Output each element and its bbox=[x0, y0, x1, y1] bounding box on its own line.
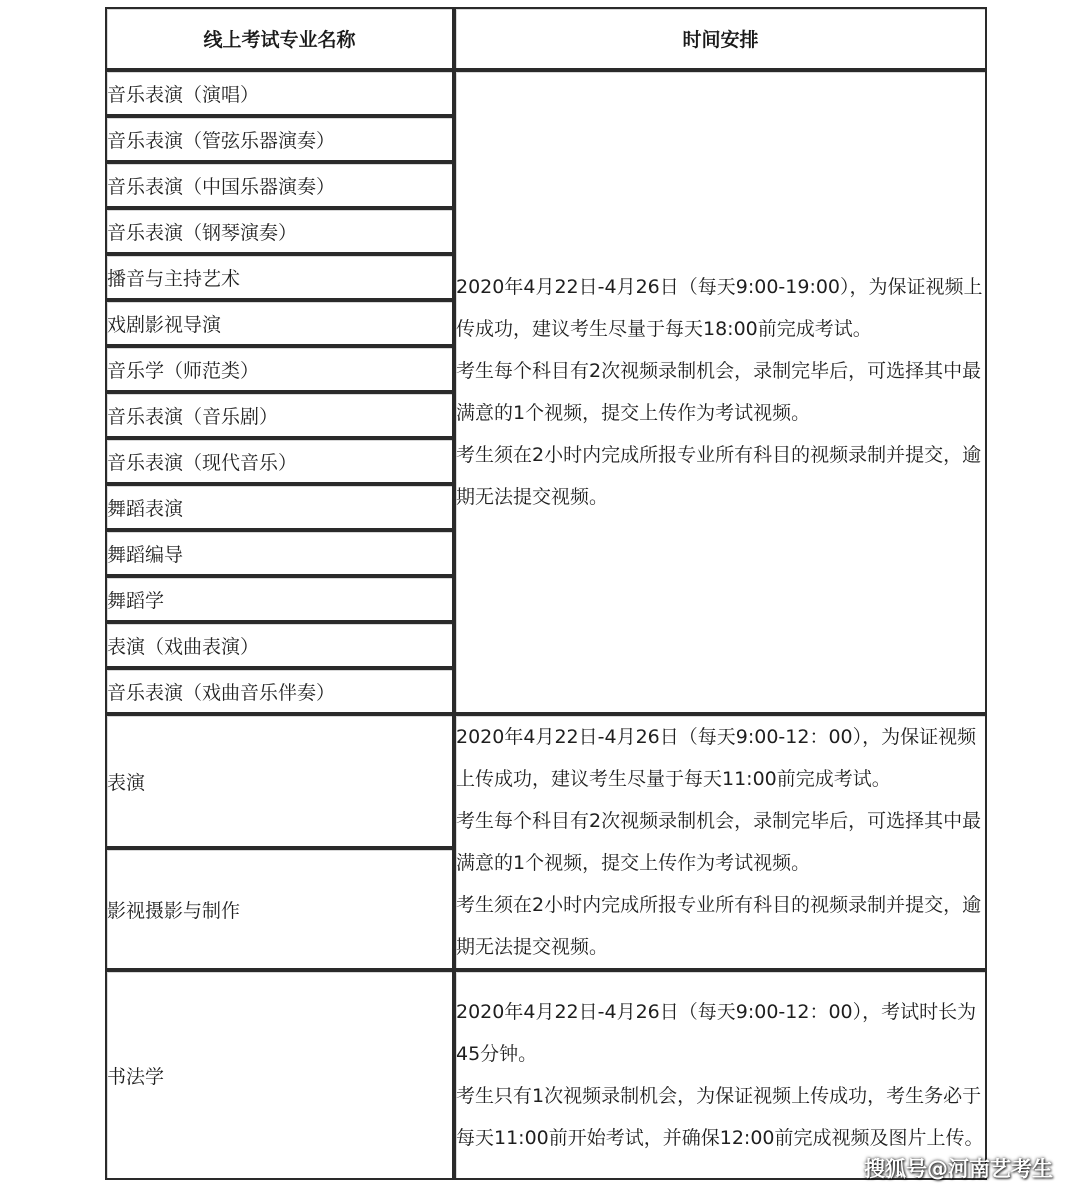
major-name-cell: 音乐表演（钢琴演奏） bbox=[105, 208, 454, 254]
schedule-paragraph: 考生只有1次视频录制机会，为保证视频上传成功，考生务必于每天11:00前开始考试，并确保12:00前完成视频及图片上传。 bbox=[456, 1085, 984, 1149]
table-row bbox=[105, 714, 987, 848]
schedule-paragraph: 考生须在2小时内完成所报专业所有科目的视频录制并提交，逾期无法提交视频。 bbox=[456, 894, 982, 958]
major-name-cell: 影视摄影与制作 bbox=[105, 848, 454, 970]
major-name-cell: 书法学 bbox=[105, 970, 454, 1180]
header-time-schedule: 时间安排 bbox=[454, 7, 987, 70]
major-name-cell: 舞蹈编导 bbox=[105, 530, 454, 576]
major-name-cell: 表演（戏曲表演） bbox=[105, 622, 454, 668]
major-name-cell: 音乐表演（戏曲音乐伴奏） bbox=[105, 668, 454, 714]
header-major-name: 线上考试专业名称 bbox=[105, 7, 454, 70]
major-name-cell: 音乐表演（现代音乐） bbox=[105, 438, 454, 484]
table-row bbox=[105, 70, 987, 116]
major-name-cell: 音乐学（师范类） bbox=[105, 346, 454, 392]
major-name-cell: 戏剧影视导演 bbox=[105, 300, 454, 346]
schedule-cell bbox=[454, 970, 987, 1180]
table-row bbox=[105, 970, 987, 1180]
schedule-paragraph: 考生须在2小时内完成所报专业所有科目的视频录制并提交，逾期无法提交视频。 bbox=[456, 444, 982, 508]
schedule-cell bbox=[454, 70, 987, 714]
major-name-cell: 舞蹈学 bbox=[105, 576, 454, 622]
exam-schedule-table bbox=[105, 7, 987, 1180]
header-row bbox=[105, 7, 987, 70]
schedule-cell bbox=[454, 714, 987, 970]
schedule-paragraph: 2020年4月22日-4月26日（每天9:00-12：00），为保证视频上传成功，建议考生尽量于每天11:00前完成考试。 bbox=[456, 726, 977, 790]
major-name-cell: 表演 bbox=[105, 714, 454, 848]
major-name-cell: 音乐表演（音乐剧） bbox=[105, 392, 454, 438]
major-name-cell: 音乐表演（中国乐器演奏） bbox=[105, 162, 454, 208]
schedule-paragraph: 2020年4月22日-4月26日（每天9:00-12：00），考试时长为45分钟。 bbox=[456, 1001, 977, 1065]
schedule-paragraph: 2020年4月22日-4月26日（每天9:00-19:00），为保证视频上传成功，建议考生尽量于每天18:00前完成考试。 bbox=[456, 276, 983, 340]
major-name-cell: 舞蹈表演 bbox=[105, 484, 454, 530]
major-name-cell: 音乐表演（演唱） bbox=[105, 70, 454, 116]
major-name-cell: 播音与主持艺术 bbox=[105, 254, 454, 300]
watermark: 搜狐号@河南艺考生 bbox=[864, 1157, 1053, 1181]
schedule-paragraph: 考生每个科目有2次视频录制机会，录制完毕后，可选择其中最满意的1个视频，提交上传作为考试视频。 bbox=[456, 810, 982, 874]
major-name-cell: 音乐表演（管弦乐器演奏） bbox=[105, 116, 454, 162]
schedule-paragraph: 考生每个科目有2次视频录制机会，录制完毕后，可选择其中最满意的1个视频，提交上传作为考试视频。 bbox=[456, 360, 982, 424]
